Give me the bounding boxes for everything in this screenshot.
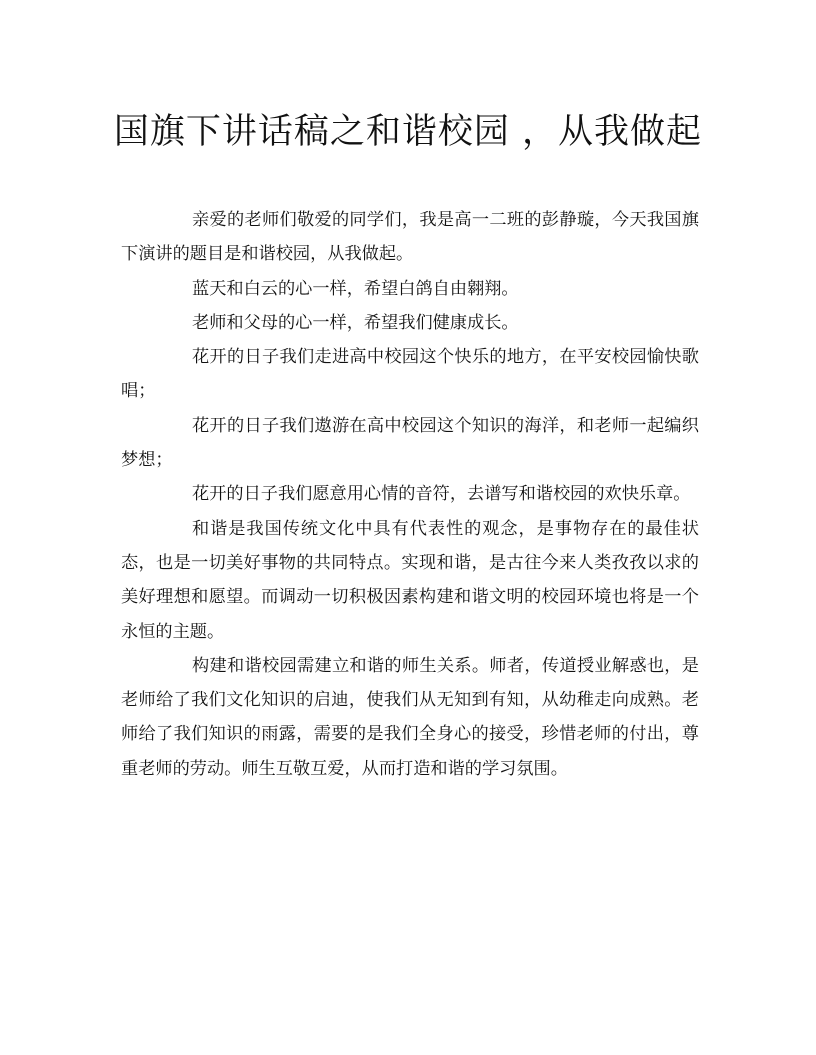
paragraph-blue-sky: 蓝天和白云的心一样，希望白鸽自由翱翔。 — [192, 278, 519, 299]
paragraph-harmony-concept: 和谐是我国传统文化中具有代表性的观念，是事物存在的最佳状态，也是一切美好事物的共同特点。实现和谐，是古往今来人类孜孜以求的美好理想和愿望。而调动一切积极因素构建和谐文明的校园环境也将是一个永恒的主题。 — [121, 518, 699, 642]
paragraph-teachers-parents: 老师和父母的心一样，希望我们健康成长。 — [192, 312, 519, 333]
paragraph-greeting: 亲爱的老师们敬爱的同学们，我是高一二班的彭静璇，今天我国旗下演讲的题目是和谐校园，从我做起。 — [121, 210, 699, 265]
paragraph-teacher-student: 构建和谐校园需建立和谐的师生关系。师者，传道授业解惑也，是老师给了我们文化知识的启迪，使我们从无知到有知，从幼稚走向成熟。老师给了我们知识的雨露，需要的是我们全身心的接受，珍惜老师的付出，尊重老师的劳动。师生互敬互爱，从而打造和谐的学习氛围。 — [121, 655, 699, 779]
paragraph-flowers-music: 花开的日子我们愿意用心情的音符，去谱写和谐校园的欢快乐章。 — [192, 484, 691, 505]
document-body — [121, 203, 699, 786]
document-title: 国旗下讲话稿之和谐校园 ，从我做起 — [113, 112, 703, 152]
paragraph-flowers-knowledge: 花开的日子我们遨游在高中校园这个知识的海洋，和老师一起编织梦想； — [121, 415, 699, 471]
paragraph-flowers-campus: 花开的日子我们走进高中校园这个快乐的地方，在平安校园愉快歌唱； — [121, 347, 699, 402]
